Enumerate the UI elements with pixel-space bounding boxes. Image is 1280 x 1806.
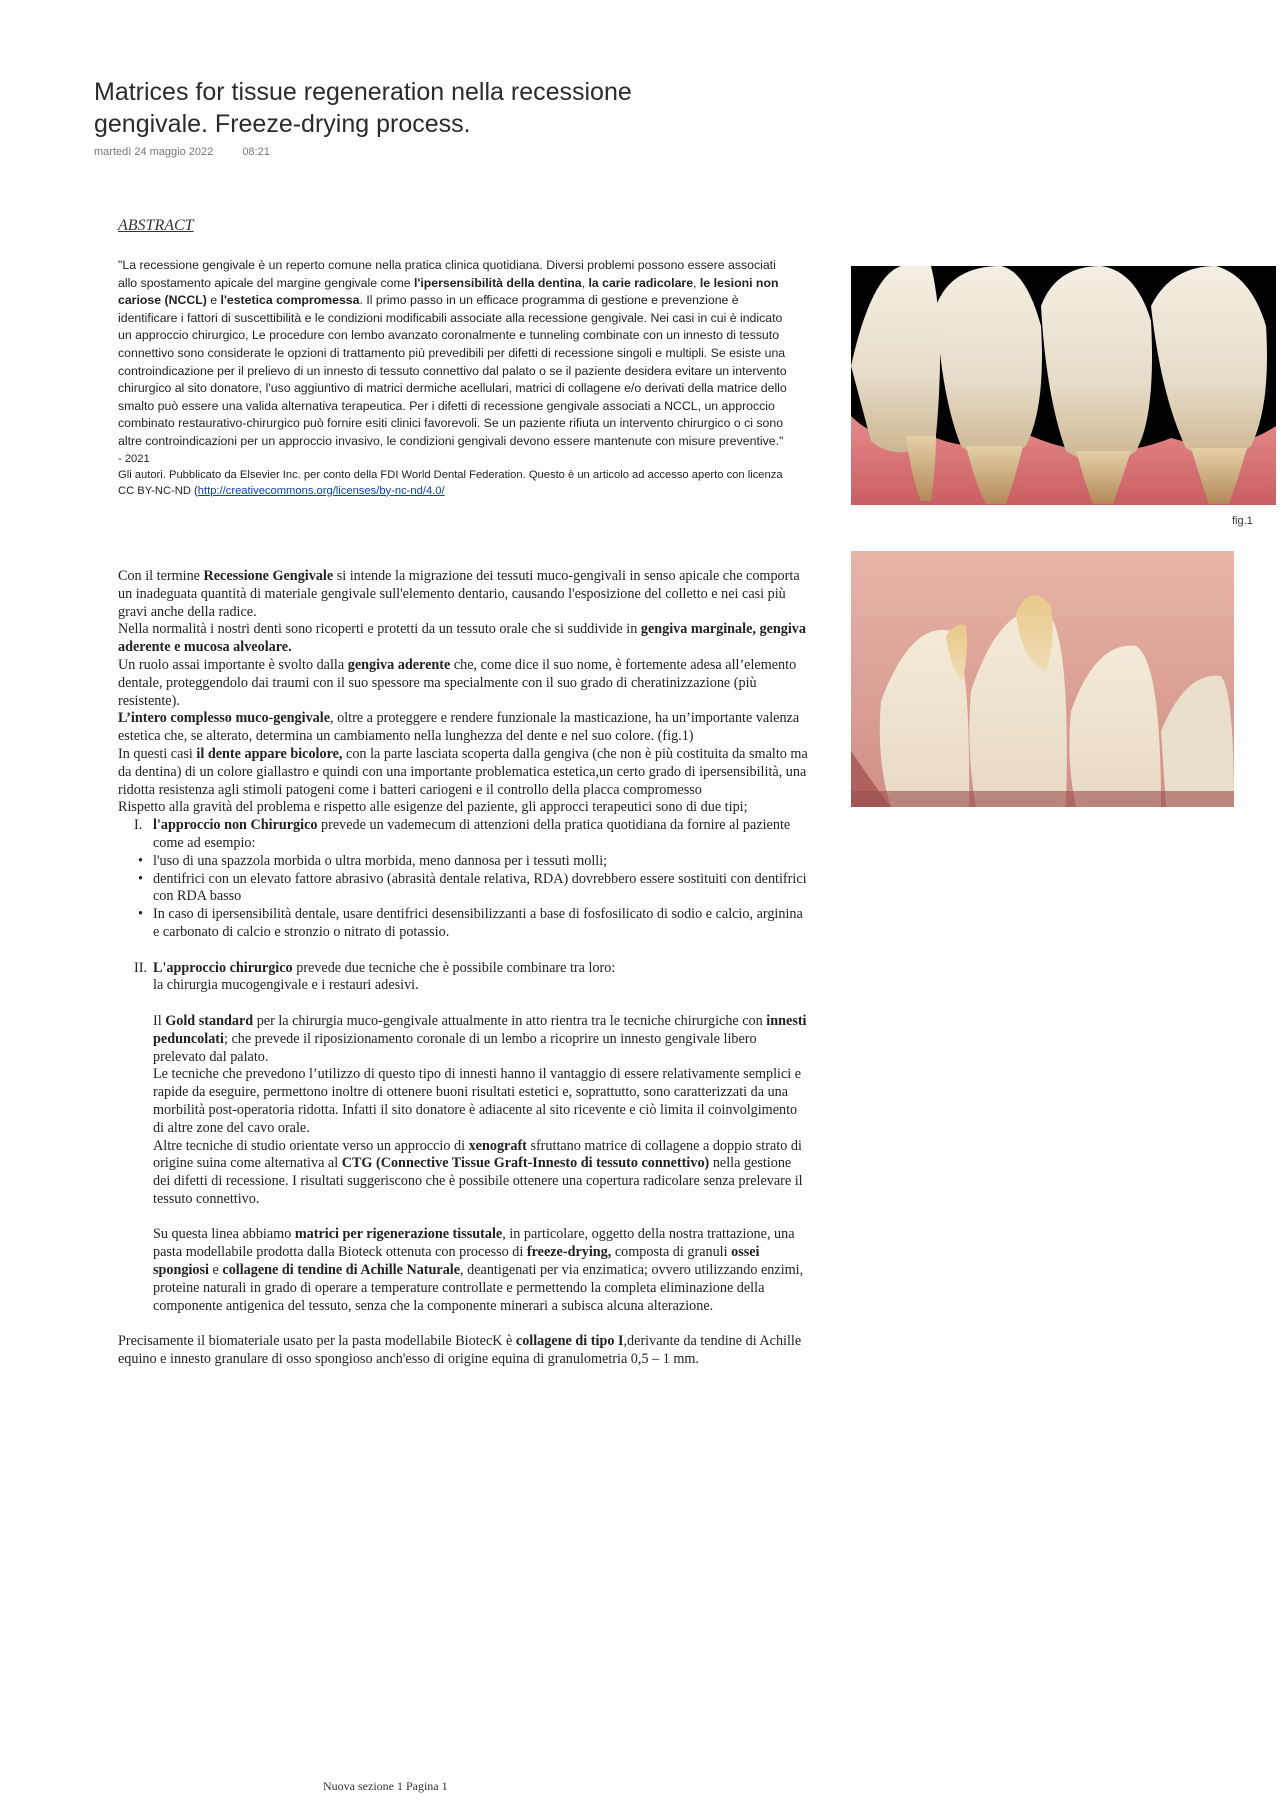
text: Nella normalità i nostri denti sono ricoperti e protetti da un tessuto orale che si suddivide in xyxy=(118,621,641,638)
spacer xyxy=(118,995,808,1013)
text: sfruttano matrice di collagene a doppio strato di origine suina come alternativa al xyxy=(153,1137,802,1172)
text: la chirurgia mucogengivale e i restauri adesivi. xyxy=(153,977,419,994)
item-number: I. xyxy=(134,817,143,834)
abstract-credit xyxy=(118,467,798,499)
bold-text: ossei spongiosi xyxy=(153,1244,760,1279)
bold-text: collagene di tendine di Achille Naturale xyxy=(222,1262,461,1279)
page-date: martedì 24 maggio 2022 xyxy=(94,146,214,158)
spacer xyxy=(118,1315,808,1333)
text: prevede un vademecum di attenzioni della pratica quotidiana da fornire al paziente come ad esempio: xyxy=(153,817,791,851)
bold-text: L’intero complesso muco-gengivale xyxy=(118,710,331,727)
figure-1-caption: fig.1 xyxy=(1232,515,1253,527)
spacer xyxy=(118,942,808,960)
bold-text: Gold standard xyxy=(165,1012,254,1029)
bold-text: collagene di tipo I xyxy=(515,1333,624,1350)
main-text xyxy=(118,568,808,1369)
body-paragraph xyxy=(118,1226,808,1315)
figure-1-teeth-render xyxy=(851,266,1276,505)
text: e xyxy=(209,1262,223,1279)
abstract-text: , xyxy=(693,275,700,290)
body-paragraph: Rispetto alla gravità del problema e rispetto alle esigenze del paziente, gli approcci terapeutici sono di due tipi; xyxy=(118,799,748,816)
text: In questi casi xyxy=(118,745,197,762)
bold-text: l'approccio non Chirurgico xyxy=(153,817,318,834)
text: , oltre a proteggere e rendere funzionale la masticazione, ha un’importante valenza estetica che, se alterato, determina un cambiamento nella lunghezza del dente e nel suo colore. (fig.1) xyxy=(118,710,800,745)
text: composta di granuli xyxy=(611,1244,732,1261)
abstract-bold: l'estetica compromessa xyxy=(220,293,360,308)
text: Altre tecniche di studio orientate verso un approccio di xyxy=(153,1137,469,1154)
text: ; che prevede il riposizionamento coronale di un lembo a ricoprire un innesto gengivale libero prelevato dal palato. xyxy=(153,1030,757,1065)
body-paragraph xyxy=(118,1013,808,1066)
text: Il xyxy=(153,1012,166,1029)
text: , in particolare, oggetto della nostra trattazione, una pasta modellabile prodotta dalla Bioteck ottenuta con processo di xyxy=(153,1226,795,1261)
bold-text: gengiva aderente xyxy=(347,656,451,673)
bold-text: CTG (Connective Tissue Graft-Innesto di tessuto connettivo) xyxy=(341,1155,710,1172)
body-paragraph xyxy=(118,568,808,621)
figure-2-clinical-photo xyxy=(851,551,1234,807)
item-number: II. xyxy=(134,959,147,976)
text: con la parte lasciata scoperta dalla gengiva (che non è più costituita da smalto ma da dentina) di un colore giallastro e quindi con una importante problematica estetica,un certo grado di ipersensibilità, una ridotta resistenza agli stimoli patogeni come i batteri cariogeni e il controllo della placca compromesso xyxy=(118,745,808,798)
bold-text: L'approccio chirurgico xyxy=(153,959,293,976)
text: Precisamente il biomateriale usato per la pasta modellabile BiotecK è xyxy=(118,1333,516,1350)
text: , deantigenati per via enzimatica; ovvero utilizzando enzimi, proteine naturali in grado di operare a temperature controllate e permettendo la completa eliminazione della componente antigenica del tessuto, senza che la componente minerari a subisca alcuna alterazione. xyxy=(153,1262,804,1314)
list-item: • l'uso di una spazzola morbida o ultra morbida, meno dannosa per i tessuti molli; xyxy=(118,853,808,871)
list-item: • In caso di ipersensibilità dentale, usare dentifrici desensibilizzanti a base di fosfosilicato di sodio e calcio, arginina e carbonato di calcio e stronzio o nitrato di potassio. xyxy=(118,906,808,942)
text: Con il termine xyxy=(118,568,204,584)
text: si intende la migrazione dei tessuti muco-gengivali in senso apicale che comporta un inadeguata quantità di materiale gengivale sull'elemento dentario, causando l'esposizione del colletto e nei casi più gravi anche della radice. xyxy=(118,568,800,620)
page-title: Matrices for tissue regeneration nella recessione gengivale. Freeze-drying process. xyxy=(94,78,632,138)
body-paragraph xyxy=(118,1333,808,1369)
text: Su questa linea abbiamo xyxy=(153,1226,295,1243)
body-paragraph xyxy=(118,1138,808,1209)
page-time: 08:21 xyxy=(242,146,270,158)
text: nella gestione dei difetti di recessione. I risultati suggeriscono che è possibile ottenere una copertura radicolare senza prelevare il tessuto connettivo. xyxy=(153,1155,803,1207)
body-paragraph: Le tecniche che prevedono l’utilizzo di questo tipo di innesti hanno il vantaggio di essere relativamente semplici e rapide da eseguire, permettono inoltre di ottenere buoni risultati estetici e, soprattutto, sono caratterizzati da una morbilità post-operatoria ridotta. Infatti il sito donatore è adiacente al sito ricevente e ciò limita il coinvolgimento di altre zone del cavo orale. xyxy=(153,1066,802,1136)
credit-text: Gli autori. Pubblicato da Elsevier Inc. per conto della FDI World Dental Federation. Questo è un articolo ad accesso aperto con licenza CC BY-NC-ND ( xyxy=(118,468,783,497)
abstract-text: , xyxy=(581,275,589,290)
abstract-text: "La recessione gengivale è un reperto comune nella pratica clinica quotidiana. Diversi problemi possono essere associati allo spostamento apicale del margine gengivale come xyxy=(118,258,776,290)
body-paragraph xyxy=(118,746,808,799)
bold-text: matrici per rigenerazione tissutale xyxy=(294,1226,503,1243)
approach-list xyxy=(118,960,808,996)
bold-text: xenograft xyxy=(468,1137,527,1154)
text: per la chirurgia muco-gengivale attualmente in atto rientra tra le tecniche chirurgiche con xyxy=(253,1012,767,1029)
approach-list xyxy=(118,817,808,853)
body-paragraph xyxy=(118,621,808,657)
body-paragraph xyxy=(118,710,808,746)
bold-text: gengiva marginale, gengiva aderente e mucosa alveolare. xyxy=(118,621,806,656)
abstract-text: . Il primo passo in un efficace programma di gestione e prevenzione è identificare i fattori di suscettibilità e le condizioni modificabili associate alla recessione gengivale. Nei casi in cui è indicato un approccio chirurgico, Le procedure con lembo avanzato coronalmente e tunneling combinate con un innesto di tessuto connettivo sono considerate le opzioni di trattamento più prevedibili per difetti di recessione singoli e multipli. Se esiste una controindicazione per il prelievo di un innesto di tessuto connettivo dal palato o se il paziente desidera evitare un intervento chirurgico al sito donatore, l'uso aggiuntivo di matrici dermiche acellulari, matrici di collagene e/o derivati della matrice dello smalto può essere una valida alternativa terapeutica. Per i difetti di recessione gengivale associati a NCCL, un approccio combinato restaurativo-chirurgico può fornire esiti clinici favorevoli. Se un paziente rifiuta un intervento chirurgico o ci sono altre controindicazioni per un approccio invasivo, le condizioni gengivali devono essere mantenute con misure preventive." xyxy=(118,293,787,448)
abstract-bold: la carie radicolare xyxy=(588,275,694,290)
text: che, come dice il suo nome, è fortemente adesa all’elemento dentale, proteggendolo dai traumi con il suo spessore ma specialmente con il suo grado di cheratinizzazione (più resistente). xyxy=(118,656,797,709)
abstract-year: - 2021 xyxy=(118,452,150,465)
bold-text: freeze-drying, xyxy=(526,1244,612,1261)
page-meta xyxy=(94,146,270,158)
bold-text: Recessione Gengivale xyxy=(203,568,334,584)
bold-text: innesti peduncolati xyxy=(153,1012,807,1047)
abstract-text: e xyxy=(206,293,221,308)
abstract-heading: ABSTRACT xyxy=(118,217,194,234)
bold-text: il dente appare bicolore, xyxy=(196,745,343,762)
list-item: • dentifrici con un elevato fattore abrasivo (abrasità dentale relativa, RDA) dovrebbero essere sostituiti con dentifrici con RDA basso xyxy=(118,871,808,907)
license-link[interactable]: http://creativecommons.org/licenses/by-nc-nd/4.0/ xyxy=(197,484,445,497)
abstract-bold: l'ipersensibilità della dentina xyxy=(413,275,582,290)
text: ,derivante da tendine di Achille equino e innesto granulare di osso spongioso anch'esso di origine equina di granulometria 0,5 – 1 mm. xyxy=(118,1333,802,1368)
abstract-body xyxy=(118,257,798,499)
bullet-list xyxy=(118,853,808,942)
spacer xyxy=(118,1209,808,1227)
text: prevede due tecniche che è possibile combinare tra loro: xyxy=(292,959,616,976)
text: Un ruolo assai importante è svolto dalla xyxy=(118,656,348,673)
abstract-bold: le lesioni non cariose (NCCL) xyxy=(118,275,779,308)
approach-item-2 xyxy=(118,960,808,996)
page-footer: Nuova sezione 1 Pagina 1 xyxy=(323,1779,448,1793)
abstract-paragraph xyxy=(118,257,798,451)
body-paragraph xyxy=(118,657,808,710)
approach-item-1 xyxy=(118,817,808,853)
